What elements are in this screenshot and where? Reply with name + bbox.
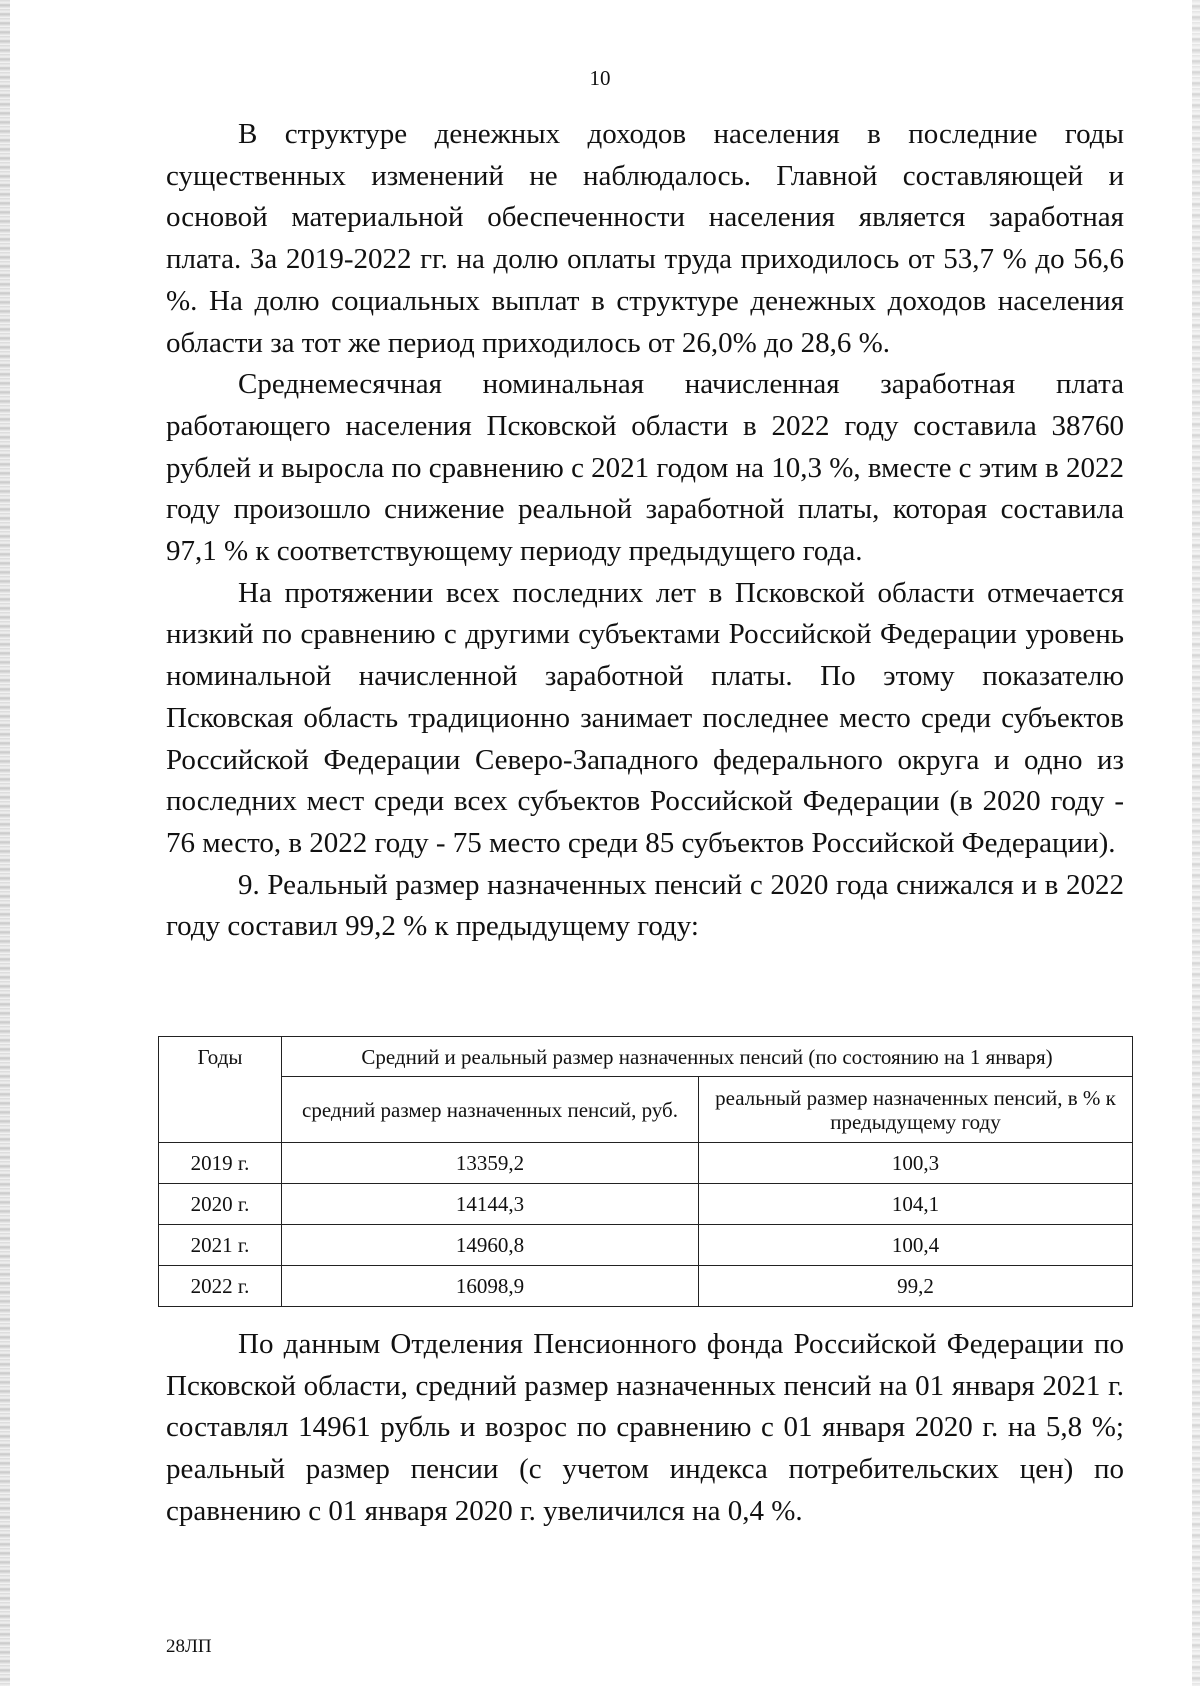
cell-year: 2022 г.: [159, 1266, 282, 1307]
pension-table: [158, 1036, 1133, 1307]
cell-real: 100,4: [699, 1225, 1133, 1266]
table-row: [159, 1266, 1133, 1307]
header-years: Годы: [159, 1037, 282, 1143]
pension-table-wrapper: [158, 1036, 1132, 1307]
table-row: [159, 1184, 1133, 1225]
scan-edge-right: [1192, 0, 1200, 1686]
cell-average: 16098,9: [282, 1266, 699, 1307]
cell-year: 2019 г.: [159, 1143, 282, 1184]
paragraph-salary-ranking: На протяжении всех последних лет в Псковской области отмечается низкий по сравнению с другими субъектами Российской Федерации уровень номинальной начисленной заработной платы. По этому показателю Псковская область традиционно занимает последнее место среди субъектов Российской Федерации Северо-Западного федерального округа и одно из последних мест среди всех субъектов Российской Федерации (в 2020 году - 76 место, в 2022 году - 75 место среди 85 субъектов Российской Федерации).: [166, 576, 1124, 859]
paragraph-income-structure: В структуре денежных доходов населения в последние годы существенных изменений не наблюдалось. Главной составляющей и основой материальной обеспеченности населения является заработная плата. За 2019-2022 гг. на долю оплаты труда приходилось от 53,7 % до 56,6 %. На долю социальных выплат в структуре денежных доходов населения области за тот же период приходилось от 26,0% до 28,6 %.: [166, 118, 1124, 359]
table-row: [159, 1225, 1133, 1266]
cell-average: 14960,8: [282, 1225, 699, 1266]
header-average-pension: средний размер назначенных пенсий, руб.: [282, 1077, 699, 1143]
footer-document-code: 28ЛП: [166, 1636, 212, 1657]
cell-average: 13359,2: [282, 1143, 699, 1184]
paragraph-average-salary: Среднемесячная номинальная начисленная заработная плата работающего населения Псковской области в 2022 году составила 38760 рублей и выросла по сравнению с 2021 годом на 10,3 %, вместе с этим в 2022 году произошло снижение реальной заработной платы, которая составила 97,1 % к соответствующему периоду предыдущего года.: [166, 368, 1124, 568]
body-text-top: [166, 114, 1124, 948]
body-text-bottom: [166, 1324, 1124, 1533]
page-number: 10: [589, 66, 611, 90]
scan-edge-left: [0, 0, 10, 1686]
paragraph-pension-fund: По данным Отделения Пенсионного фонда Российской Федерации по Псковской области, средний размер назначенных пенсий на 01 января 2021 г. составлял 14961 рубль и возрос по сравнению с 01 января 2020 г. на 5,8 %; реальный размер пенсии (с учетом индекса потребительских цен) по сравнению с 01 января 2020 г. увеличился на 0,4 %.: [166, 1328, 1124, 1527]
table-row: [159, 1143, 1133, 1184]
cell-real: 100,3: [699, 1143, 1133, 1184]
cell-year: 2021 г.: [159, 1225, 282, 1266]
header-real-pension: реальный размер назначенных пенсий, в % к предыдущему году: [699, 1077, 1133, 1143]
header-group: Средний и реальный размер назначенных пенсий (по состоянию на 1 января): [282, 1037, 1133, 1077]
cell-average: 14144,3: [282, 1184, 699, 1225]
cell-real: 104,1: [699, 1184, 1133, 1225]
cell-real: 99,2: [699, 1266, 1133, 1307]
paragraph-pension-intro: 9. Реальный размер назначенных пенсий с 2020 года снижался и в 2022 году составил 99,2 % к предыдущему году:: [166, 868, 1124, 943]
cell-year: 2020 г.: [159, 1184, 282, 1225]
